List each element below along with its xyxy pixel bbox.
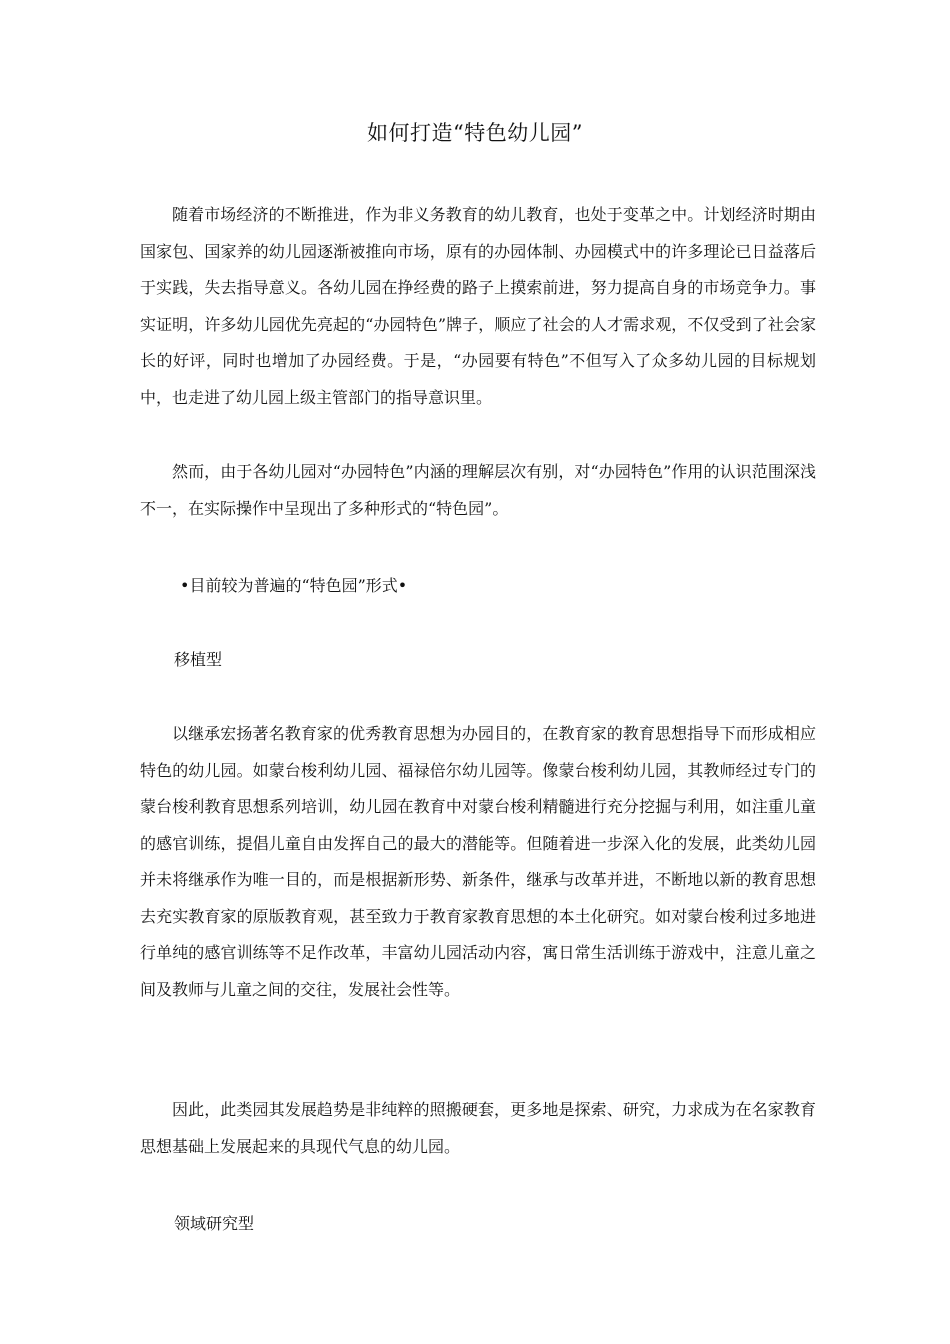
paragraph-therefore: 因此，此类园其发展趋势是非纯粹的照搬硬套，更多地是探索、研究，力求成为在名家教育思想基础上发展起来的具现代气息的幼儿园。	[140, 1100, 816, 1156]
subheading-transplant-type: 移植型	[174, 650, 223, 669]
subheading-domain-research-type: 领域研究型	[174, 1214, 255, 1233]
paragraph-however: 然而，由于各幼儿园对“办园特色”内涵的理解层次有别，对“办园特色”作用的认识范围深浅不一，在实际操作中呈现出了多种形式的“特色园”。	[140, 462, 816, 518]
document-title: 如何打造“特色幼儿园”	[367, 121, 583, 145]
paragraph-intro: 随着市场经济的不断推进，作为非义务教育的幼儿教育，也处于变革之中。计划经济时期由国家包、国家养的幼儿园逐渐被推向市场，原有的办园体制、办园模式中的许多理论已日益落后于实践，失去指导意义。各幼儿园在挣经费的路子上摸索前进，努力提高自身的市场竞争力。事实证明，许多幼儿园优先亮起的“办园特色”牌子，顺应了社会的人才需求观，不仅受到了社会家长的好评，同时也增加了办园经费。于是，“办园要有特色”不但写入了众多幼儿园的目标规划中，也走进了幼儿园上级主管部门的指导意识里。	[140, 205, 816, 407]
paragraph-transplant-description: 以继承宏扬著名教育家的优秀教育思想为办园目的，在教育家的教育思想指导下而形成相应特色的幼儿园。如蒙台梭利幼儿园、福禄倍尔幼儿园等。像蒙台梭利幼儿园，其教师经过专门的蒙台梭利教育思想系列培训，幼儿园在教育中对蒙台梭利精髓进行充分挖掘与利用，如注重儿童的感官训练，提倡儿童自由发挥自己的最大的潜能等。但随着进一步深入化的发展，此类幼儿园并未将继承作为唯一目的，而是根据新形势、新条件，继承与改革并进，不断地以新的教育思想去充实教育家的原版教育观，甚至致力于教育家教育思想的本土化研究。如对蒙台梭利过多地进行单纯的感官训练等不足作改革，丰富幼儿园活动内容，寓日常生活训练于游戏中，注意儿童之间及教师与儿童之间的交往，发展社会性等。	[140, 724, 816, 999]
section-heading: •目前较为普遍的“特色园”形式•	[180, 576, 408, 595]
